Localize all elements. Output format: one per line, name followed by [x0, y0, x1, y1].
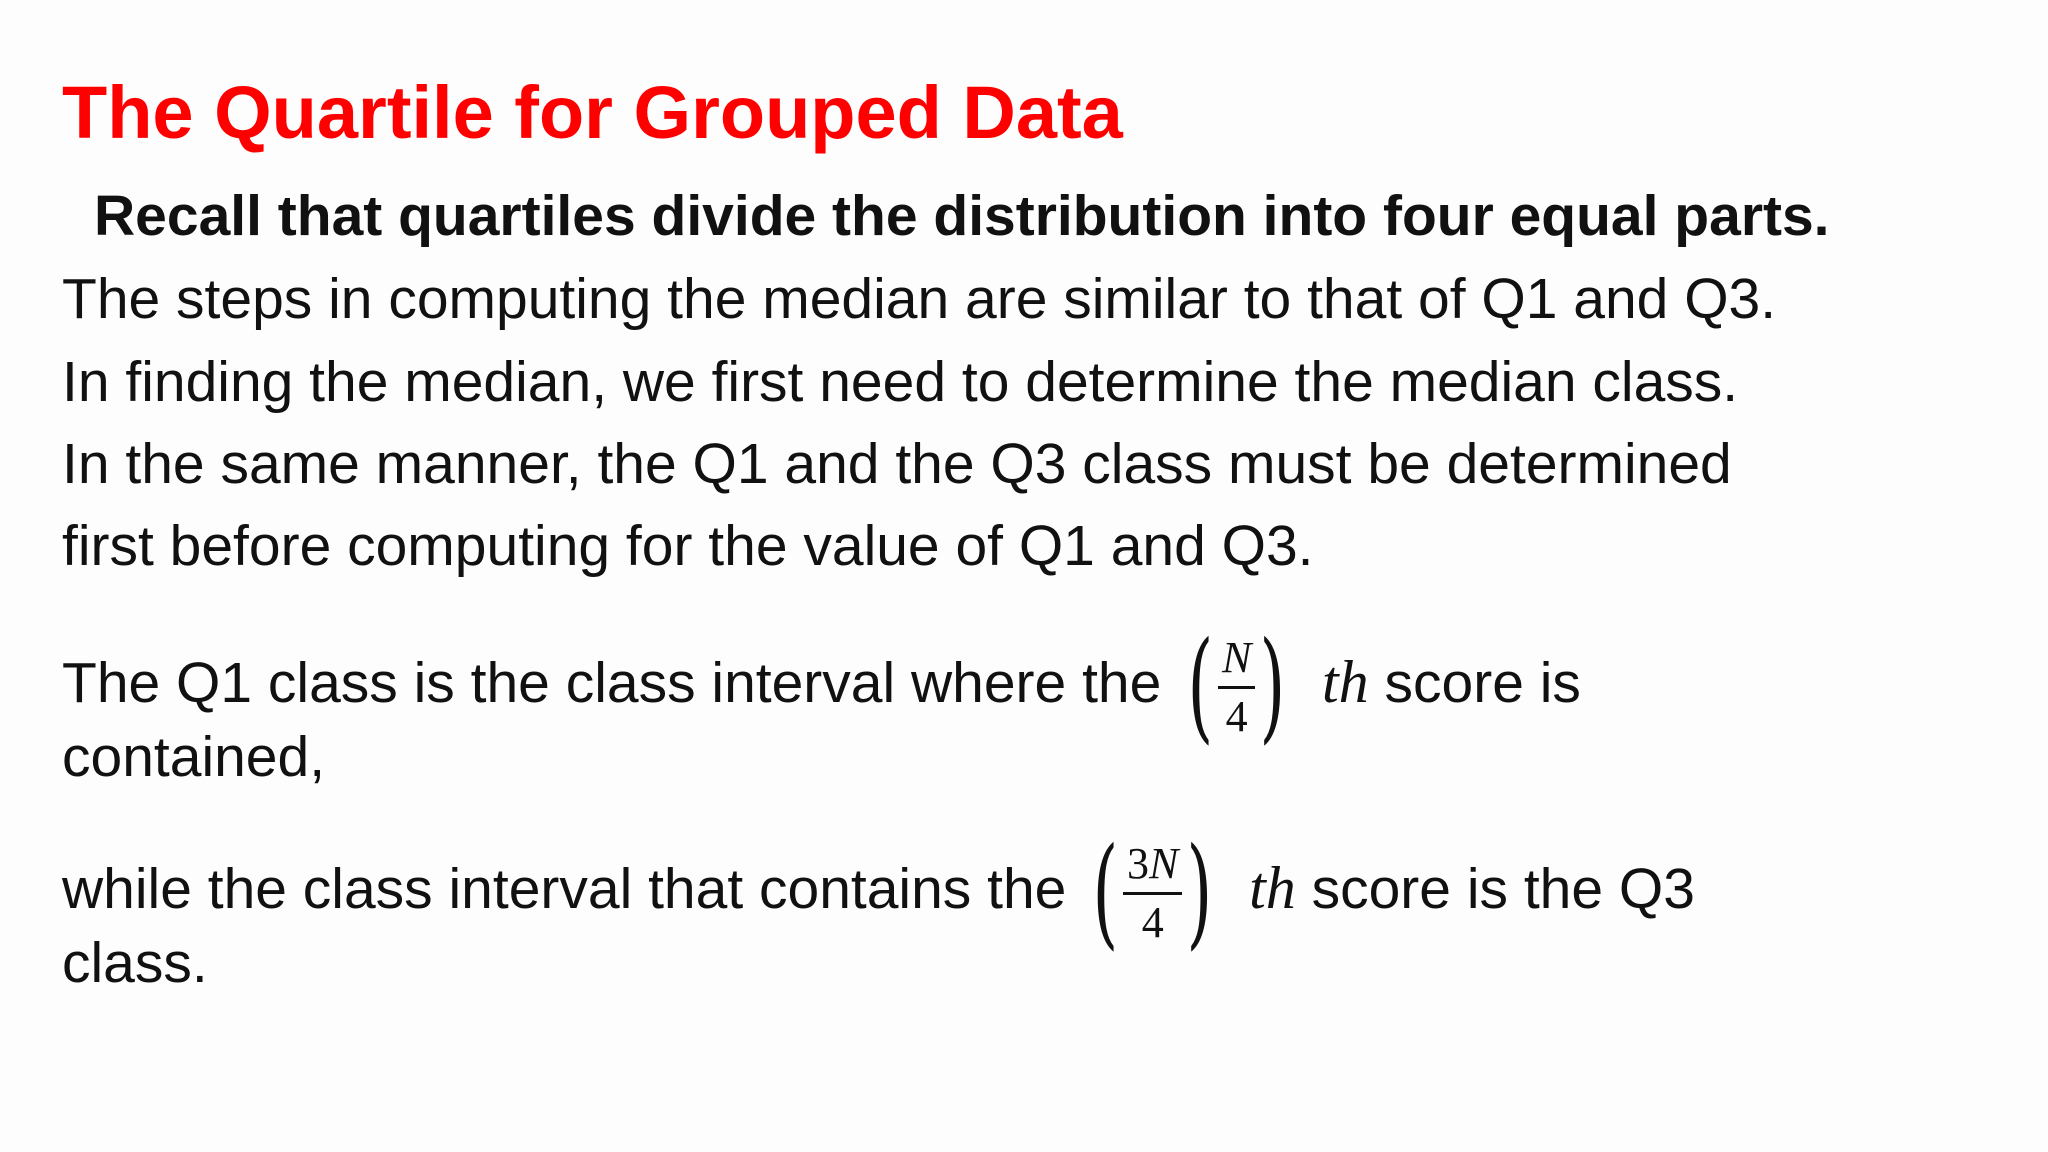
- right-parenthesis: ): [1259, 617, 1286, 756]
- q3-fraction-denominator: 4: [1141, 897, 1164, 947]
- left-parenthesis: (: [1187, 617, 1214, 756]
- q3-sentence: [62, 823, 1695, 962]
- q1-fraction-denominator: 4: [1225, 691, 1248, 741]
- q3-fraction-formula: [1082, 823, 1223, 962]
- left-parenthesis: (: [1092, 823, 1119, 962]
- paragraph-line-1: The steps in computing the median are similar to that of Q1 and Q3.: [62, 267, 1777, 331]
- q3-fraction: [1123, 838, 1182, 947]
- q3-sentence-after: score is the Q3: [1311, 857, 1695, 922]
- slide-subtitle: Recall that quartiles divide the distribution into four equal parts.: [94, 184, 1830, 248]
- q1-fraction-formula: [1177, 617, 1296, 756]
- paragraph-line-2: In finding the median, we first need to determine the median class.: [62, 350, 1739, 414]
- q3-sentence-continuation: class.: [62, 931, 208, 995]
- q1-fraction-numerator: N: [1218, 636, 1255, 689]
- q1-sentence-before: The Q1 class is the class interval where the: [62, 651, 1162, 716]
- q1-ordinal: th: [1322, 649, 1369, 716]
- q3-numerator-variable: N: [1149, 838, 1179, 888]
- q3-sentence-before: while the class interval that contains the: [62, 857, 1067, 922]
- q1-sentence-after: score is: [1384, 651, 1581, 716]
- paragraph-line-3: In the same manner, the Q1 and the Q3 class must be determined: [62, 432, 1732, 496]
- q3-ordinal: th: [1249, 855, 1296, 922]
- q1-fraction: [1218, 632, 1255, 741]
- q1-sentence-continuation: contained,: [62, 725, 326, 789]
- paragraph-line-4: first before computing for the value of Q1 and Q3.: [62, 514, 1314, 578]
- q3-numerator-coefficient: 3: [1127, 838, 1150, 888]
- right-parenthesis: ): [1186, 823, 1213, 962]
- slide-title: The Quartile for Grouped Data: [62, 71, 1123, 154]
- q3-fraction-numerator: [1123, 838, 1182, 895]
